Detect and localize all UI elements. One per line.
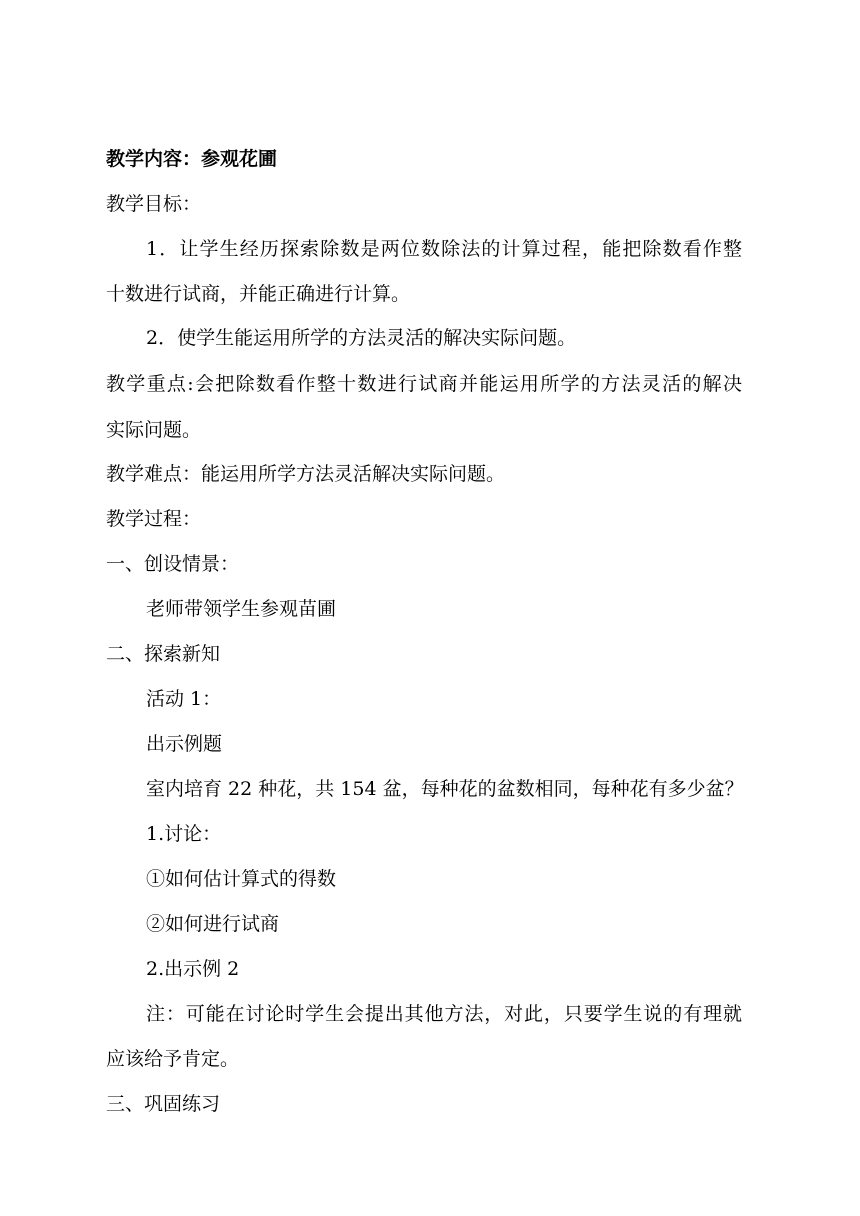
section-1-text: 老师带领学生参观苗圃 [146,598,337,620]
objective-2: 2．使学生能运用所学的方法灵活的解决实际问题。 [146,327,577,349]
objective-1-line-1: 1．让学生经历探索除数是两位数除法的计算过程，能把除数看作整 [146,238,742,260]
show-example: 出示例题 [146,733,223,755]
section-2-heading: 二、探索新知 [106,643,221,665]
objective-1-line-2: 十数进行试商，并能正确进行计算。 [106,283,411,305]
discussion: 1.讨论： [146,823,222,845]
discussion-question-2: ②如何进行试商 [146,913,280,935]
process-heading: 教学过程： [106,508,202,530]
difficulty: 教学难点：能运用所学方法灵活解决实际问题。 [106,463,506,485]
section-1-heading: 一、创设情景： [106,553,240,575]
key-point-line-2: 实际问题。 [106,419,202,441]
note-line-1: 注：可能在讨论时学生会提出其他方法，对此，只要学生说的有理就 [146,1003,742,1025]
activity-1: 活动 1： [146,688,222,710]
note-line-2: 应该给予肯定。 [106,1048,240,1070]
example-problem: 室内培育 22 种花，共 154 盆，每种花的盆数相同，每种花有多少盆？ [146,778,744,800]
objectives-heading: 教学目标： [106,193,202,215]
key-point-line-1: 教学重点:会把除数看作整十数进行试商并能运用所学的方法灵活的解决 [106,373,742,395]
lesson-title: 教学内容：参观花圃 [106,148,278,170]
discussion-question-1: ①如何估计算式的得数 [146,868,337,890]
show-example-2: 2.出示例 2 [146,958,240,980]
section-3-heading: 三、巩固练习 [106,1093,221,1115]
